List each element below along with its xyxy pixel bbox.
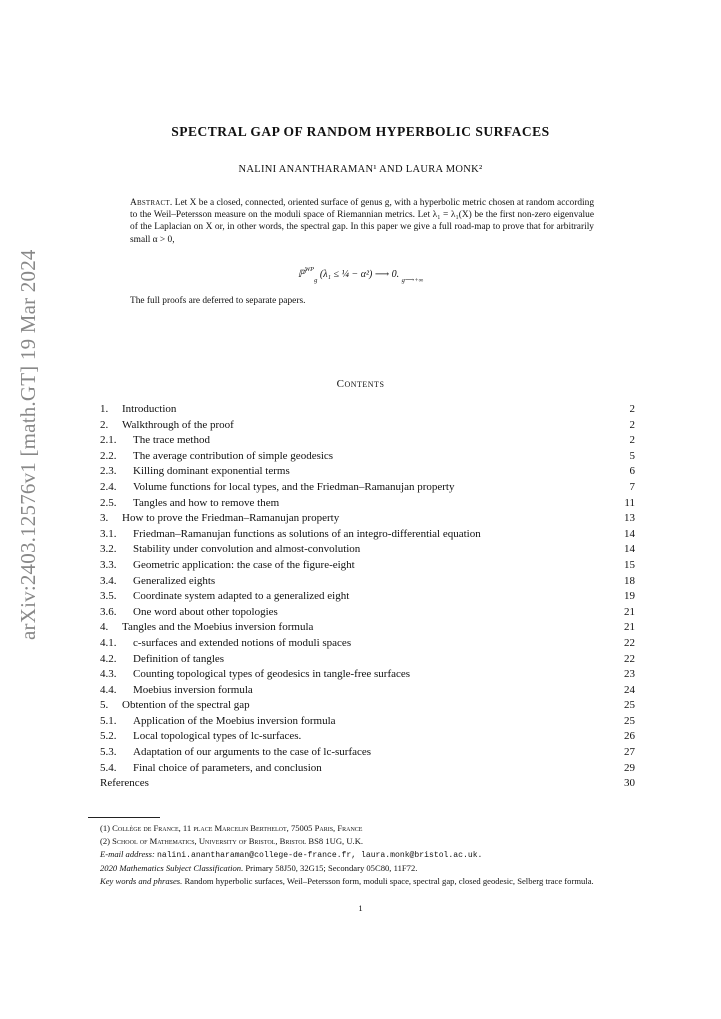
- toc-entry-title: Geometric application: the case of the figure-eight: [133, 558, 355, 571]
- toc-entry-page: 15: [624, 558, 635, 571]
- toc-entry-page: 5: [629, 449, 635, 462]
- toc-entry-page: 22: [624, 652, 635, 665]
- formula-subscript: g: [314, 277, 318, 284]
- toc-entry-page: 2: [629, 403, 635, 415]
- toc-entry-page: 11: [624, 496, 635, 509]
- toc-entry-page: 24: [624, 683, 635, 696]
- toc-entry[interactable]: [100, 683, 635, 699]
- msc-label: 2020 Mathematics Subject Classification.: [100, 863, 244, 874]
- abstract-paragraph: [130, 197, 594, 246]
- toc-entry-title: Walkthrough of the proof: [122, 418, 234, 431]
- email-label: E-mail address:: [100, 848, 155, 859]
- toc-entry[interactable]: [100, 652, 635, 668]
- contents-heading: Contents: [336, 378, 385, 390]
- toc-entry-page: 14: [624, 527, 635, 540]
- toc-entry-number: 2.: [100, 418, 109, 431]
- toc-entry[interactable]: [100, 605, 635, 621]
- toc-entry-title: Tangles and the Moebius inversion formula: [122, 621, 314, 634]
- toc-entry-number: 4.2.: [100, 652, 117, 665]
- toc-entry-number: 2.2.: [100, 449, 117, 462]
- toc-entry-number: 3.4.: [100, 574, 117, 587]
- toc-entry-number: 3.2.: [100, 543, 117, 556]
- toc-entry-page: 25: [624, 714, 635, 727]
- toc-entry[interactable]: [100, 714, 635, 730]
- toc-entry-title: Tangles and how to remove them: [133, 496, 280, 509]
- toc-entry-title: How to prove the Friedman–Ramanujan property: [122, 512, 340, 525]
- toc-entry-number: 4.3.: [100, 668, 117, 681]
- keywords-text: Random hyperbolic surfaces, Weil–Petersson form, moduli space, spectral gap, closed geodesic, Selberg trace formula.: [184, 876, 594, 887]
- affiliation-1: (1) Collège de France, 11 place Marcelin Berthelot, 75005 Paris, France: [100, 823, 363, 833]
- toc-entry-number: 3.5.: [100, 590, 117, 603]
- email-addresses: nalini.anantharaman@college-de-france.fr, laura.monk@bristol.ac.uk.: [156, 850, 483, 860]
- toc-entry-page: 29: [624, 761, 635, 774]
- toc-entry-title: Killing dominant exponential terms: [133, 465, 290, 478]
- msc-codes: Primary 58J50, 32G15; Secondary 05C80, 11F72.: [245, 863, 418, 874]
- toc-entry-page: 23: [624, 668, 635, 681]
- toc-entry-title: Final choice of parameters, and conclusion: [133, 761, 322, 774]
- toc-entry-number: 3.3.: [100, 558, 117, 571]
- toc-entry[interactable]: [100, 558, 635, 574]
- toc-entry-number: 2.5.: [100, 496, 117, 509]
- toc-entry-page: 18: [624, 574, 635, 587]
- toc-entry-page: 7: [629, 480, 635, 493]
- msc-line: [88, 862, 640, 875]
- arxiv-identifier-stamp: arXiv:2403.12576v1 [math.GT] 19 Mar 2024: [16, 249, 40, 640]
- paper-authors: NALINI ANANTHARAMAN¹ AND LAURA MONK²: [238, 164, 483, 175]
- toc-entry-number: 2.1.: [100, 434, 117, 447]
- toc-entry-title: Obtention of the spectral gap: [122, 699, 250, 712]
- toc-entry-title: Stability under convolution and almost-convolution: [133, 543, 361, 556]
- toc-entry-title: Coordinate system adapted to a generalized eight: [133, 590, 350, 603]
- toc-entry-title: Application of the Moebius inversion formula: [133, 714, 336, 727]
- toc-entry-number: 2.3.: [100, 465, 117, 478]
- formula-probability-symbol: ℙ: [297, 269, 305, 280]
- toc-entry[interactable]: [100, 589, 635, 605]
- affiliation-2: (2) School of Mathematics, University of Bristol, Bristol BS8 1UG, U.K.: [100, 835, 364, 846]
- toc-entry-page: 2: [629, 418, 635, 431]
- keywords-label: Key words and phrases.: [100, 876, 183, 887]
- toc-entry-page: 19: [624, 590, 635, 603]
- toc-entry-page: 21: [624, 621, 635, 634]
- toc-entry-page: 21: [624, 605, 635, 618]
- toc-entry[interactable]: [100, 698, 635, 714]
- toc-entry-title: The trace method: [133, 434, 210, 447]
- toc-entry-title: Introduction: [122, 403, 177, 415]
- toc-entry-number: 5.3.: [100, 746, 117, 759]
- formula-limit: g⟶+∞: [401, 277, 424, 284]
- toc-entry-page: 26: [624, 730, 635, 743]
- toc-entry[interactable]: [100, 620, 635, 636]
- toc-entry-page: 6: [629, 465, 635, 478]
- toc-entry-title: Volume functions for local types, and the Friedman–Ramanujan property: [133, 480, 455, 493]
- toc-entry-number: 4.: [100, 621, 109, 634]
- toc-entry-title: The average contribution of simple geodesics: [133, 449, 334, 462]
- toc-entry-page: 25: [624, 699, 635, 712]
- toc-entry[interactable]: [100, 511, 635, 527]
- toc-entry-number: 2.4.: [100, 480, 117, 493]
- toc-entry[interactable]: [100, 667, 635, 683]
- toc-entry-page: 14: [624, 543, 635, 556]
- formula-superscript: WP: [304, 266, 315, 273]
- toc-entry-page: 22: [624, 636, 635, 649]
- toc-entry-number: 4.1.: [100, 636, 117, 649]
- toc-entry-number: 4.4.: [100, 683, 117, 696]
- toc-entry[interactable]: [100, 496, 635, 512]
- toc-entry[interactable]: [100, 449, 635, 465]
- toc-entry-number: 5.: [100, 699, 109, 712]
- toc-entry-title: One word about other topologies: [133, 605, 278, 618]
- toc-entry-number: 1.: [100, 403, 109, 415]
- toc-entry-title: c-surfaces and extended notions of moduli spaces: [133, 636, 352, 649]
- abstract-label: Abstract.: [130, 198, 173, 208]
- page-number: 1: [358, 903, 363, 913]
- toc-entry[interactable]: [100, 542, 635, 558]
- keywords-line: [88, 875, 640, 888]
- toc-entry[interactable]: [100, 464, 635, 480]
- toc-entry-title: Moebius inversion formula: [133, 683, 253, 696]
- email-line: [88, 848, 640, 863]
- paper-title: SPECTRAL GAP OF RANDOM HYPERBOLIC SURFACES: [171, 124, 550, 139]
- toc-entry[interactable]: [100, 402, 635, 418]
- toc-entry-title: Generalized eights: [133, 574, 216, 587]
- toc-entry[interactable]: [100, 761, 635, 777]
- toc-entry-number: 3.: [100, 512, 109, 525]
- toc-entry[interactable]: [100, 729, 635, 745]
- toc-entry[interactable]: [100, 636, 635, 652]
- abstract-text: Let X be a closed, connected, oriented surface of genus g, with a hyperbolic metric chosen at random according to the Weil–Petersson measure on the moduli space of Riemannian metrics. Let λ₁ = λ₁(X) be the first non-zero eigenvalue of the Laplacian on X or, in other words, the spectral gap. In this paper we give a full road-map to prove that for arbitrarily small α > 0,: [130, 198, 595, 245]
- abstract-closing-sentence: The full proofs are deferred to separate papers.: [130, 296, 306, 306]
- toc-entry-page: 13: [624, 512, 635, 525]
- toc-entry-title: Definition of tangles: [133, 652, 225, 665]
- footnote-rule: [88, 817, 160, 818]
- toc-entry[interactable]: [100, 776, 635, 792]
- toc-entry-number: 5.4.: [100, 761, 117, 774]
- toc-entry-number: 5.1.: [100, 714, 117, 727]
- toc-entry[interactable]: [100, 527, 635, 543]
- toc-entry[interactable]: [100, 418, 635, 434]
- footnotes: [88, 822, 640, 888]
- toc-entry[interactable]: [100, 433, 635, 449]
- toc-entry[interactable]: [100, 574, 635, 590]
- toc-entry-title: Adaptation of our arguments to the case of lc-surfaces: [133, 746, 372, 759]
- formula-body: (λ₁ ≤ ¼ − α²) ⟶ 0.: [319, 269, 400, 280]
- toc-entry-number: 5.2.: [100, 730, 117, 743]
- toc-entry-title: Friedman–Ramanujan functions as solutions of an integro-differential equation: [133, 527, 481, 540]
- main-result-formula: [0, 266, 721, 284]
- toc-entry-number: 3.1.: [100, 527, 117, 540]
- toc-entry-title: Local topological types of lc-surfaces.: [133, 730, 302, 743]
- toc-entry-title: Counting topological types of geodesics in tangle-free surfaces: [133, 668, 411, 681]
- toc-entry-page: 2: [629, 434, 635, 447]
- toc-entry[interactable]: [100, 480, 635, 496]
- toc-entry-page: 27: [624, 746, 635, 759]
- toc-entry-number: 3.6.: [100, 605, 117, 618]
- table-of-contents: [100, 402, 635, 792]
- toc-entry-title: References: [100, 777, 149, 790]
- toc-entry[interactable]: [100, 745, 635, 761]
- toc-entry-page: 30: [624, 777, 635, 790]
